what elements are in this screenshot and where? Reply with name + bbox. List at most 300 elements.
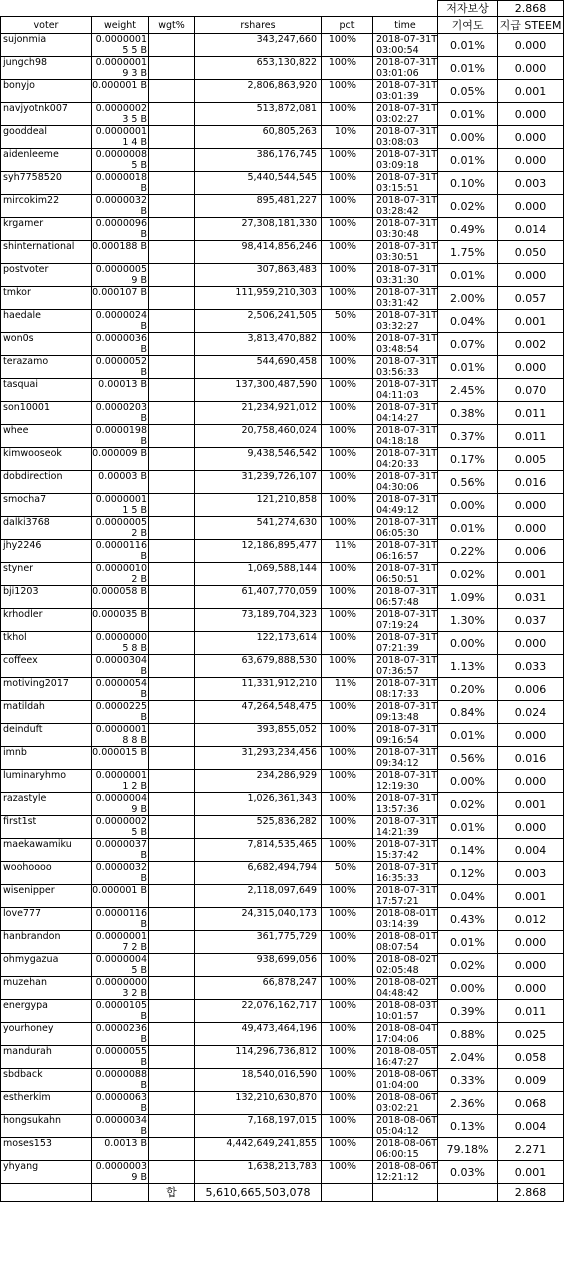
payout-cell: 0.014 (498, 218, 564, 241)
voter-cell: imnb (1, 747, 92, 770)
weight-cell: 0.00003 B (92, 471, 149, 494)
pct-cell: 100% (322, 379, 373, 402)
pct-cell: 11% (322, 678, 373, 701)
time-cell: 2018-07-31T08:17:33 (373, 678, 438, 701)
rshares-cell: 6,682,494,794 (195, 862, 322, 885)
pct-cell: 100% (322, 839, 373, 862)
time-cell: 2018-07-31T04:49:12 (373, 494, 438, 517)
contrib-cell: 0.00% (438, 632, 498, 655)
payout-cell: 0.000 (498, 977, 564, 1000)
weight-cell: 0.0000088 B (92, 1069, 149, 1092)
table-row (1, 678, 564, 701)
contrib-cell: 0.04% (438, 310, 498, 333)
pct-cell: 100% (322, 80, 373, 103)
table-row (1, 1046, 564, 1069)
time-cell: 2018-07-31T03:30:51 (373, 241, 438, 264)
weight-cell: 0.00000005 8 B (92, 632, 149, 655)
weight-cell: 0.0000105 B (92, 1000, 149, 1023)
table-row (1, 747, 564, 770)
voter-cell: ohmygazua (1, 954, 92, 977)
wgt-cell (149, 931, 195, 954)
weight-cell: 0.0000037 B (92, 839, 149, 862)
table-row (1, 103, 564, 126)
time-cell: 2018-07-31T09:13:48 (373, 701, 438, 724)
table-row (1, 402, 564, 425)
table-row (1, 793, 564, 816)
wgt-cell (149, 356, 195, 379)
weight-cell: 0.0000236 B (92, 1023, 149, 1046)
payout-cell: 0.001 (498, 1161, 564, 1184)
weight-cell: 0.00000011 4 B (92, 126, 149, 149)
pct-cell: 100% (322, 149, 373, 172)
footer-blank (92, 1184, 149, 1202)
table-row (1, 724, 564, 747)
footer-blank (1, 1184, 92, 1202)
time-cell: 2018-08-06T01:04:00 (373, 1069, 438, 1092)
contrib-cell: 0.05% (438, 80, 498, 103)
rshares-cell: 73,189,704,323 (195, 609, 322, 632)
contrib-cell: 2.04% (438, 1046, 498, 1069)
time-cell: 2018-08-06T12:21:12 (373, 1161, 438, 1184)
wgt-cell (149, 908, 195, 931)
weight-cell: 0.0000116 B (92, 908, 149, 931)
wgt-cell (149, 724, 195, 747)
wgt-cell (149, 517, 195, 540)
pct-cell: 100% (322, 34, 373, 57)
pct-cell: 100% (322, 103, 373, 126)
time-cell: 2018-08-03T10:01:57 (373, 1000, 438, 1023)
table-row (1, 770, 564, 793)
pct-cell: 100% (322, 1000, 373, 1023)
weight-cell: 0.00000085 B (92, 149, 149, 172)
wgt-cell (149, 471, 195, 494)
rshares-cell: 111,959,210,303 (195, 287, 322, 310)
contrib-cell: 0.01% (438, 149, 498, 172)
voter-cell: luminaryhmo (1, 770, 92, 793)
footer-blank (373, 1184, 438, 1202)
wgt-cell (149, 701, 195, 724)
contrib-cell: 0.88% (438, 1023, 498, 1046)
table-row (1, 1069, 564, 1092)
payout-cell: 0.031 (498, 586, 564, 609)
pct-cell: 11% (322, 540, 373, 563)
voter-cell: krhodler (1, 609, 92, 632)
time-cell: 2018-08-02T04:48:42 (373, 977, 438, 1000)
contrib-cell: 0.01% (438, 34, 498, 57)
payout-cell: 0.000 (498, 517, 564, 540)
wgt-cell (149, 862, 195, 885)
rshares-cell: 49,473,464,196 (195, 1023, 322, 1046)
payout-cell: 0.000 (498, 356, 564, 379)
table-row (1, 586, 564, 609)
contrib-cell: 0.39% (438, 1000, 498, 1023)
time-cell: 2018-07-31T03:09:18 (373, 149, 438, 172)
payout-cell: 0.006 (498, 678, 564, 701)
contrib-cell: 0.02% (438, 563, 498, 586)
contrib-cell: 0.43% (438, 908, 498, 931)
time-cell: 2018-07-31T04:14:27 (373, 402, 438, 425)
table-row (1, 494, 564, 517)
time-cell: 2018-07-31T09:16:54 (373, 724, 438, 747)
payout-cell: 0.000 (498, 34, 564, 57)
payout-cell: 0.000 (498, 770, 564, 793)
time-cell: 2018-07-31T03:00:54 (373, 34, 438, 57)
time-cell: 2018-07-31T03:08:03 (373, 126, 438, 149)
contrib-cell: 0.00% (438, 126, 498, 149)
weight-cell: 0.00000017 2 B (92, 931, 149, 954)
rshares-cell: 11,331,912,210 (195, 678, 322, 701)
header-pct: pct (322, 17, 373, 34)
voter-cell: terazamo (1, 356, 92, 379)
voter-cell: tmkor (1, 287, 92, 310)
wgt-cell (149, 954, 195, 977)
payout-cell: 0.003 (498, 172, 564, 195)
contrib-cell: 0.14% (438, 839, 498, 862)
wgt-cell (149, 1069, 195, 1092)
table-row (1, 310, 564, 333)
payout-cell: 0.004 (498, 1115, 564, 1138)
pct-cell: 100% (322, 908, 373, 931)
weight-cell: 0.00000011 2 B (92, 770, 149, 793)
pct-cell: 100% (322, 655, 373, 678)
time-cell: 2018-08-04T17:04:06 (373, 1023, 438, 1046)
table-row (1, 931, 564, 954)
contrib-cell: 0.01% (438, 356, 498, 379)
wgt-cell (149, 540, 195, 563)
time-cell: 2018-07-31T03:28:42 (373, 195, 438, 218)
table-row (1, 1023, 564, 1046)
voter-cell: jhy2246 (1, 540, 92, 563)
pct-cell: 100% (322, 402, 373, 425)
rshares-cell: 122,173,614 (195, 632, 322, 655)
pct-cell: 100% (322, 287, 373, 310)
table-row (1, 195, 564, 218)
pct-cell: 100% (322, 172, 373, 195)
payout-cell: 0.033 (498, 655, 564, 678)
header-rshares: rshares (195, 17, 322, 34)
contrib-cell: 0.01% (438, 264, 498, 287)
payout-cell: 0.009 (498, 1069, 564, 1092)
pct-cell: 100% (322, 333, 373, 356)
rshares-cell: 63,679,888,530 (195, 655, 322, 678)
contrib-cell: 0.37% (438, 425, 498, 448)
time-cell: 2018-07-31T07:19:24 (373, 609, 438, 632)
pct-cell: 100% (322, 1069, 373, 1092)
table-row (1, 1092, 564, 1115)
table-row (1, 1115, 564, 1138)
contrib-cell: 0.56% (438, 471, 498, 494)
rshares-cell: 4,442,649,241,855 (195, 1138, 322, 1161)
voter-cell: maekawamiku (1, 839, 92, 862)
rshares-cell: 18,540,016,590 (195, 1069, 322, 1092)
contrib-cell: 0.49% (438, 218, 498, 241)
contrib-cell: 0.01% (438, 517, 498, 540)
table-row (1, 80, 564, 103)
header-voter: voter (1, 17, 92, 34)
payout-cell: 0.000 (498, 494, 564, 517)
time-cell: 2018-07-31T04:18:18 (373, 425, 438, 448)
voter-cell: sbdback (1, 1069, 92, 1092)
payout-cell: 0.000 (498, 632, 564, 655)
footer-blank (322, 1184, 373, 1202)
voter-cell: syh7758520 (1, 172, 92, 195)
contrib-cell: 1.30% (438, 609, 498, 632)
contrib-cell: 0.33% (438, 1069, 498, 1092)
weight-cell: 0.0000096 B (92, 218, 149, 241)
pct-cell: 100% (322, 1046, 373, 1069)
time-cell: 2018-07-31T06:05:30 (373, 517, 438, 540)
rshares-cell: 12,186,895,477 (195, 540, 322, 563)
rshares-cell: 24,315,040,173 (195, 908, 322, 931)
wgt-cell (149, 494, 195, 517)
payout-cell: 0.012 (498, 908, 564, 931)
payout-cell: 0.050 (498, 241, 564, 264)
pct-cell: 100% (322, 1115, 373, 1138)
rshares-cell: 938,699,056 (195, 954, 322, 977)
payout-cell: 0.024 (498, 701, 564, 724)
contrib-cell: 0.01% (438, 103, 498, 126)
payout-cell: 0.002 (498, 333, 564, 356)
rshares-cell: 7,814,535,465 (195, 839, 322, 862)
voter-cell: kimwooseok (1, 448, 92, 471)
weight-cell: 0.0000032 B (92, 195, 149, 218)
contrib-cell: 0.02% (438, 954, 498, 977)
pct-cell: 100% (322, 356, 373, 379)
pct-cell: 100% (322, 471, 373, 494)
payout-cell: 0.001 (498, 885, 564, 908)
contrib-cell: 0.10% (438, 172, 498, 195)
payout-cell: 2.271 (498, 1138, 564, 1161)
pct-cell: 100% (322, 632, 373, 655)
payout-cell: 0.000 (498, 126, 564, 149)
rshares-cell: 27,308,181,330 (195, 218, 322, 241)
header-wgt: wgt% (149, 17, 195, 34)
weight-cell: 0.00000039 B (92, 1161, 149, 1184)
rshares-cell: 9,438,546,542 (195, 448, 322, 471)
voter-cell: mandurah (1, 1046, 92, 1069)
payout-cell: 0.011 (498, 1000, 564, 1023)
payout-cell: 0.016 (498, 471, 564, 494)
wgt-cell (149, 770, 195, 793)
wgt-cell (149, 632, 195, 655)
weight-cell: 0.0000063 B (92, 1092, 149, 1115)
contrib-cell: 0.01% (438, 57, 498, 80)
payout-cell: 0.070 (498, 379, 564, 402)
pct-cell: 100% (322, 57, 373, 80)
wgt-cell (149, 1092, 195, 1115)
time-cell: 2018-07-31T03:56:33 (373, 356, 438, 379)
pct-cell: 100% (322, 241, 373, 264)
rshares-cell: 1,026,361,343 (195, 793, 322, 816)
payout-cell: 0.004 (498, 839, 564, 862)
time-cell: 2018-07-31T07:21:39 (373, 632, 438, 655)
table-row (1, 655, 564, 678)
contrib-cell: 2.45% (438, 379, 498, 402)
wgt-cell (149, 1161, 195, 1184)
weight-cell: 0.000035 B (92, 609, 149, 632)
time-cell: 2018-08-01T03:14:39 (373, 908, 438, 931)
voter-cell: tkhol (1, 632, 92, 655)
contrib-cell: 0.01% (438, 724, 498, 747)
author-reward-value: 2.868 (498, 1, 564, 17)
pct-cell: 100% (322, 747, 373, 770)
sum-payout: 2.868 (498, 1184, 564, 1202)
voter-cell: matildah (1, 701, 92, 724)
rshares-cell: 393,855,052 (195, 724, 322, 747)
pct-cell: 100% (322, 701, 373, 724)
table-row (1, 862, 564, 885)
rshares-cell: 525,836,282 (195, 816, 322, 839)
rshares-cell: 132,210,630,870 (195, 1092, 322, 1115)
pct-cell: 100% (322, 931, 373, 954)
wgt-cell (149, 103, 195, 126)
table-row (1, 839, 564, 862)
wgt-cell (149, 747, 195, 770)
pct-cell: 100% (322, 609, 373, 632)
contrib-cell: 1.13% (438, 655, 498, 678)
wgt-cell (149, 310, 195, 333)
wgt-cell (149, 57, 195, 80)
time-cell: 2018-07-31T06:16:57 (373, 540, 438, 563)
footer-blank (438, 1184, 498, 1202)
table-row (1, 885, 564, 908)
time-cell: 2018-07-31T13:57:36 (373, 793, 438, 816)
payout-cell: 0.011 (498, 425, 564, 448)
weight-cell: 0.000015 B (92, 747, 149, 770)
table-row (1, 57, 564, 80)
table-row (1, 954, 564, 977)
footer-row (1, 1184, 564, 1202)
pct-cell: 100% (322, 218, 373, 241)
weight-cell: 0.0000055 B (92, 1046, 149, 1069)
wgt-cell (149, 264, 195, 287)
time-cell: 2018-07-31T17:57:21 (373, 885, 438, 908)
time-cell: 2018-07-31T04:30:06 (373, 471, 438, 494)
rshares-cell: 60,805,263 (195, 126, 322, 149)
contrib-cell: 1.09% (438, 586, 498, 609)
payout-cell: 0.000 (498, 931, 564, 954)
weight-cell: 0.0000203 B (92, 402, 149, 425)
contrib-cell: 0.12% (438, 862, 498, 885)
rshares-cell: 98,414,856,246 (195, 241, 322, 264)
table-row (1, 287, 564, 310)
voter-cell: tasquai (1, 379, 92, 402)
payout-cell: 0.003 (498, 862, 564, 885)
table-row (1, 264, 564, 287)
weight-cell: 0.0000036 B (92, 333, 149, 356)
rshares-cell: 5,440,544,545 (195, 172, 322, 195)
weight-cell: 0.0000052 B (92, 356, 149, 379)
voter-cell: shinternational (1, 241, 92, 264)
wgt-cell (149, 816, 195, 839)
voter-cell: deinduft (1, 724, 92, 747)
wgt-cell (149, 1023, 195, 1046)
contrib-cell: 0.00% (438, 770, 498, 793)
rshares-cell: 47,264,548,475 (195, 701, 322, 724)
weight-cell: 0.000001 B (92, 885, 149, 908)
rshares-cell: 1,638,213,783 (195, 1161, 322, 1184)
pct-cell: 100% (322, 448, 373, 471)
wgt-cell (149, 379, 195, 402)
pct-cell: 100% (322, 563, 373, 586)
rshares-cell: 1,069,588,144 (195, 563, 322, 586)
table-row (1, 816, 564, 839)
wgt-cell (149, 1138, 195, 1161)
header-payout: 지급 STEEM (498, 17, 564, 34)
contrib-cell: 0.01% (438, 931, 498, 954)
top-summary-row (1, 1, 564, 17)
wgt-cell (149, 149, 195, 172)
table-row (1, 172, 564, 195)
weight-cell: 0.00000011 5 B (92, 494, 149, 517)
table-row (1, 333, 564, 356)
table-row (1, 149, 564, 172)
table-row (1, 126, 564, 149)
pct-cell: 100% (322, 770, 373, 793)
wgt-cell (149, 885, 195, 908)
pct-cell: 100% (322, 793, 373, 816)
voter-cell: bji1203 (1, 586, 92, 609)
header-contrib: 기여도 (438, 17, 498, 34)
voter-cell: dobdirection (1, 471, 92, 494)
pct-cell: 100% (322, 586, 373, 609)
voter-cell: styner (1, 563, 92, 586)
pct-cell: 50% (322, 310, 373, 333)
voter-cell: dalki3768 (1, 517, 92, 540)
rshares-cell: 61,407,770,059 (195, 586, 322, 609)
contrib-cell: 0.38% (438, 402, 498, 425)
wgt-cell (149, 563, 195, 586)
wgt-cell (149, 609, 195, 632)
payout-cell: 0.000 (498, 264, 564, 287)
weight-cell: 0.0000054 B (92, 678, 149, 701)
voter-cell: smocha7 (1, 494, 92, 517)
payout-cell: 0.000 (498, 724, 564, 747)
rshares-cell: 31,293,234,456 (195, 747, 322, 770)
table-row (1, 563, 564, 586)
sum-label: 합 (149, 1184, 195, 1202)
payout-cell: 0.058 (498, 1046, 564, 1069)
voter-cell: haedale (1, 310, 92, 333)
rshares-cell: 307,863,483 (195, 264, 322, 287)
voter-cell: moses153 (1, 1138, 92, 1161)
time-cell: 2018-07-31T03:32:27 (373, 310, 438, 333)
pct-cell: 100% (322, 264, 373, 287)
table-row (1, 1138, 564, 1161)
wgt-cell (149, 586, 195, 609)
wgt-cell (149, 977, 195, 1000)
payout-cell: 0.005 (498, 448, 564, 471)
weight-cell: 0.0000116 B (92, 540, 149, 563)
voter-cell: son10001 (1, 402, 92, 425)
time-cell: 2018-07-31T09:34:12 (373, 747, 438, 770)
voter-cell: woohoooo (1, 862, 92, 885)
payout-cell: 0.025 (498, 1023, 564, 1046)
wgt-cell (149, 655, 195, 678)
contrib-cell: 0.20% (438, 678, 498, 701)
table-row (1, 1000, 564, 1023)
table-row (1, 34, 564, 57)
weight-cell: 0.00000025 B (92, 816, 149, 839)
rshares-cell: 343,247,660 (195, 34, 322, 57)
contrib-cell: 79.18% (438, 1138, 498, 1161)
pct-cell: 100% (322, 816, 373, 839)
contrib-cell: 0.01% (438, 816, 498, 839)
time-cell: 2018-07-31T03:02:27 (373, 103, 438, 126)
contrib-cell: 0.00% (438, 977, 498, 1000)
payout-cell: 0.016 (498, 747, 564, 770)
time-cell: 2018-08-06T03:02:21 (373, 1092, 438, 1115)
